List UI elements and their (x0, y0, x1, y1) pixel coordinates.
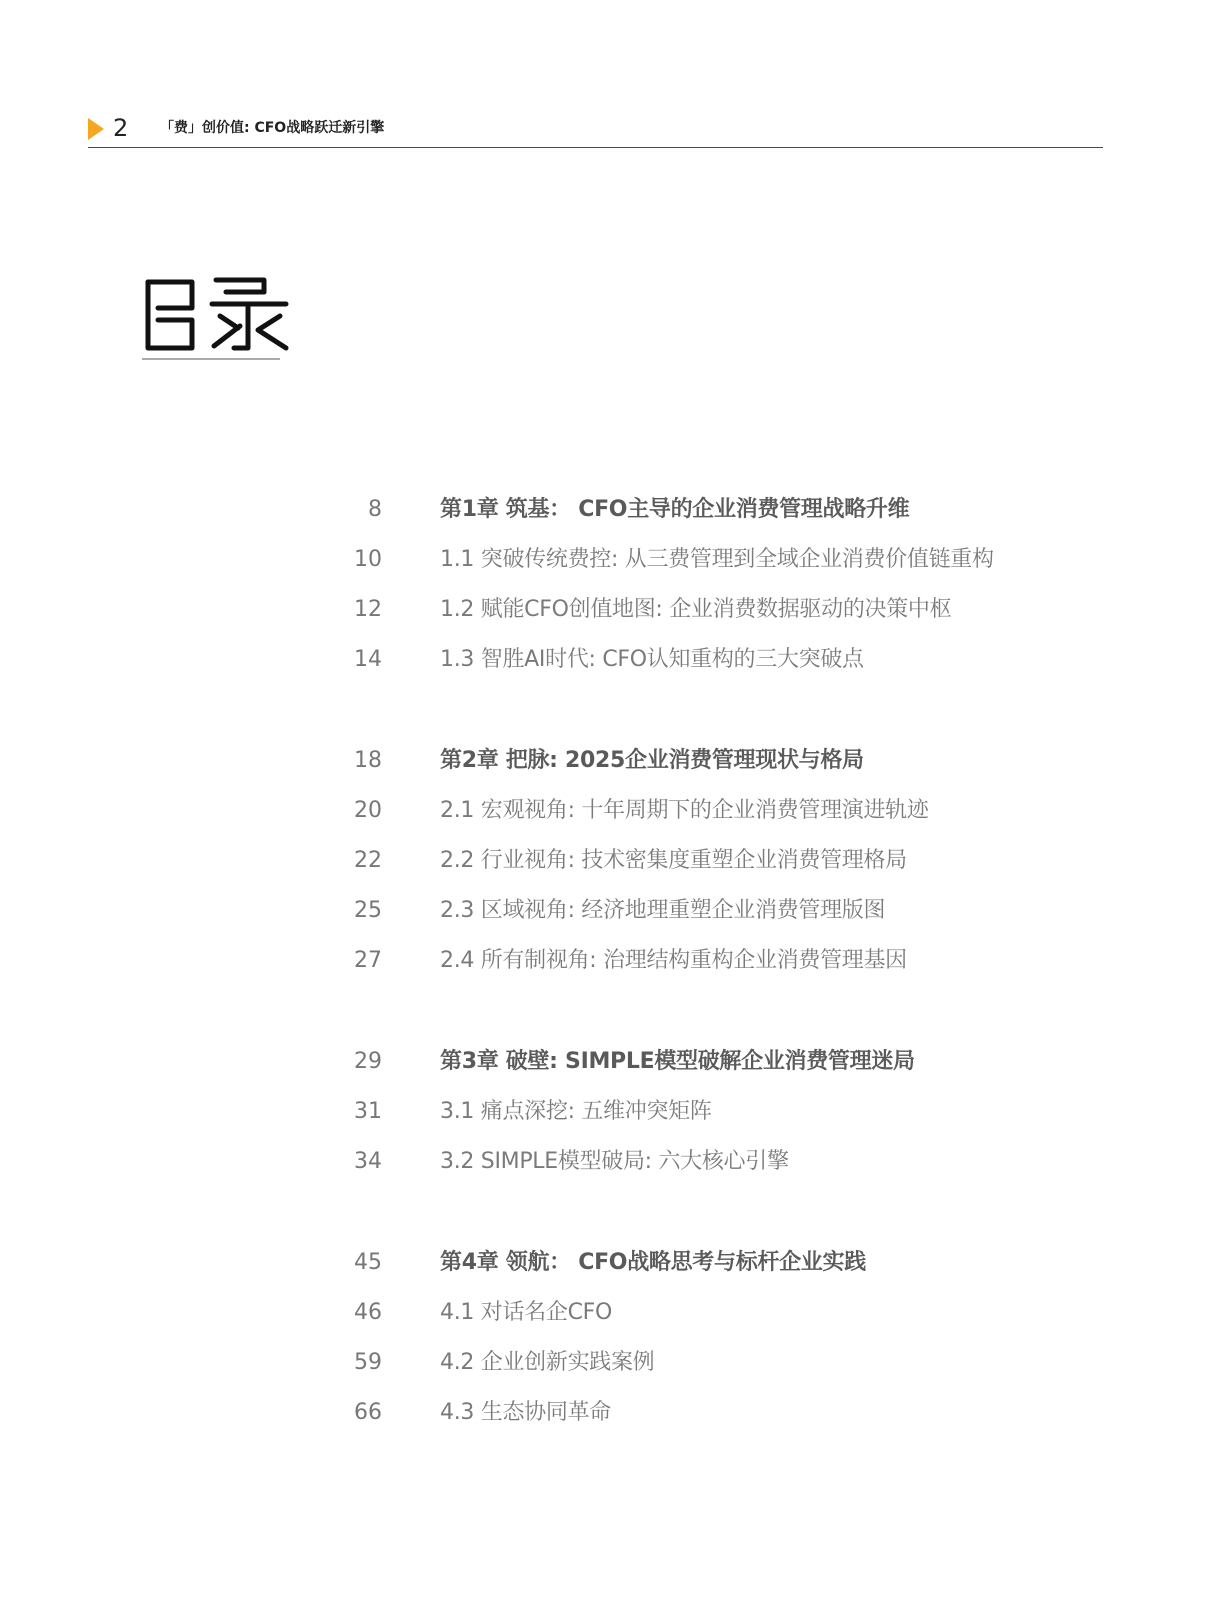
toc-page-number: 14 (354, 647, 382, 672)
toc-entry-label: 3.2 SIMPLE模型破局: 六大核心引擎 (440, 1149, 789, 1174)
toc-entry-label: 1.1 突破传统费控: 从三费管理到全域企业消费价值链重构 (440, 547, 994, 572)
toc-page-number: 22 (354, 848, 382, 873)
toc-entry-label: 第2章 把脉: 2025企业消费管理现状与格局 (440, 748, 864, 773)
chapter-spacer (330, 1197, 1130, 1248)
toc-section-entry[interactable] (330, 1348, 1130, 1398)
toc-chapter-entry[interactable] (330, 1047, 1130, 1097)
toc-entry-label: 2.4 所有制视角: 治理结构重构企业消费管理基因 (440, 948, 907, 973)
toc-section-entry[interactable] (330, 846, 1130, 896)
toc-page-number: 20 (354, 798, 382, 823)
toc-page-number: 12 (354, 597, 382, 622)
toc-page-number: 34 (354, 1149, 382, 1174)
toc-page-number: 45 (354, 1250, 382, 1275)
toc-page-number: 18 (354, 748, 382, 773)
toc-section-entry[interactable] (330, 796, 1130, 846)
toc-page-number: 59 (354, 1350, 382, 1375)
toc-section-entry[interactable] (330, 645, 1130, 695)
toc-page-number: 10 (354, 547, 382, 572)
toc-entry-label: 4.3 生态协同革命 (440, 1400, 611, 1425)
toc-section-entry[interactable] (330, 896, 1130, 946)
toc-page-number: 29 (354, 1049, 382, 1074)
toc-section-entry[interactable] (330, 1147, 1130, 1197)
toc-heading-glyph-icon (140, 270, 300, 370)
toc-entry-label: 2.1 宏观视角: 十年周期下的企业消费管理演进轨迹 (440, 798, 929, 823)
chapter-spacer (330, 695, 1130, 746)
page-header (88, 112, 1103, 148)
toc-entry-label: 4.1 对话名企CFO (440, 1300, 613, 1325)
toc-entry-label: 3.1 痛点深挖: 五维冲突矩阵 (440, 1099, 712, 1124)
report-title: 「费」创价值: CFO战略跃迁新引擎 (160, 120, 385, 136)
chapter-spacer (330, 996, 1130, 1047)
toc-entry-label: 1.3 智胜AI时代: CFO认知重构的三大突破点 (440, 647, 864, 672)
toc-entry-label: 2.3 区域视角: 经济地理重塑企业消费管理版图 (440, 898, 886, 923)
toc-entry-label: 4.2 企业创新实践案例 (440, 1350, 655, 1375)
toc-entry-label: 第3章 破壁: SIMPLE模型破解企业消费管理迷局 (440, 1049, 915, 1074)
table-of-contents (330, 495, 1130, 1448)
toc-chapter-entry[interactable] (330, 495, 1130, 545)
toc-entry-label: 1.2 赋能CFO创值地图: 企业消费数据驱动的决策中枢 (440, 597, 952, 622)
toc-entry-label: 第1章 筑基： CFO主导的企业消费管理战略升维 (440, 497, 910, 522)
toc-section-entry[interactable] (330, 1398, 1130, 1448)
triangle-marker-icon (88, 118, 104, 140)
page-number: 2 (113, 114, 129, 142)
toc-page-number: 27 (354, 948, 382, 973)
toc-chapter-entry[interactable] (330, 1248, 1130, 1298)
toc-chapter-entry[interactable] (330, 746, 1130, 796)
toc-page-number: 8 (368, 497, 382, 522)
toc-page-number: 31 (354, 1099, 382, 1124)
toc-entry-label: 第4章 领航： CFO战略思考与标杆企业实践 (440, 1250, 866, 1275)
toc-section-entry[interactable] (330, 946, 1130, 996)
toc-page-number: 25 (354, 898, 382, 923)
toc-entry-label: 2.2 行业视角: 技术密集度重塑企业消费管理格局 (440, 848, 907, 873)
toc-heading (140, 270, 300, 370)
toc-section-entry[interactable] (330, 595, 1130, 645)
toc-section-entry[interactable] (330, 1097, 1130, 1147)
toc-section-entry[interactable] (330, 545, 1130, 595)
toc-section-entry[interactable] (330, 1298, 1130, 1348)
toc-page-number: 46 (354, 1300, 382, 1325)
toc-page-number: 66 (354, 1400, 382, 1425)
